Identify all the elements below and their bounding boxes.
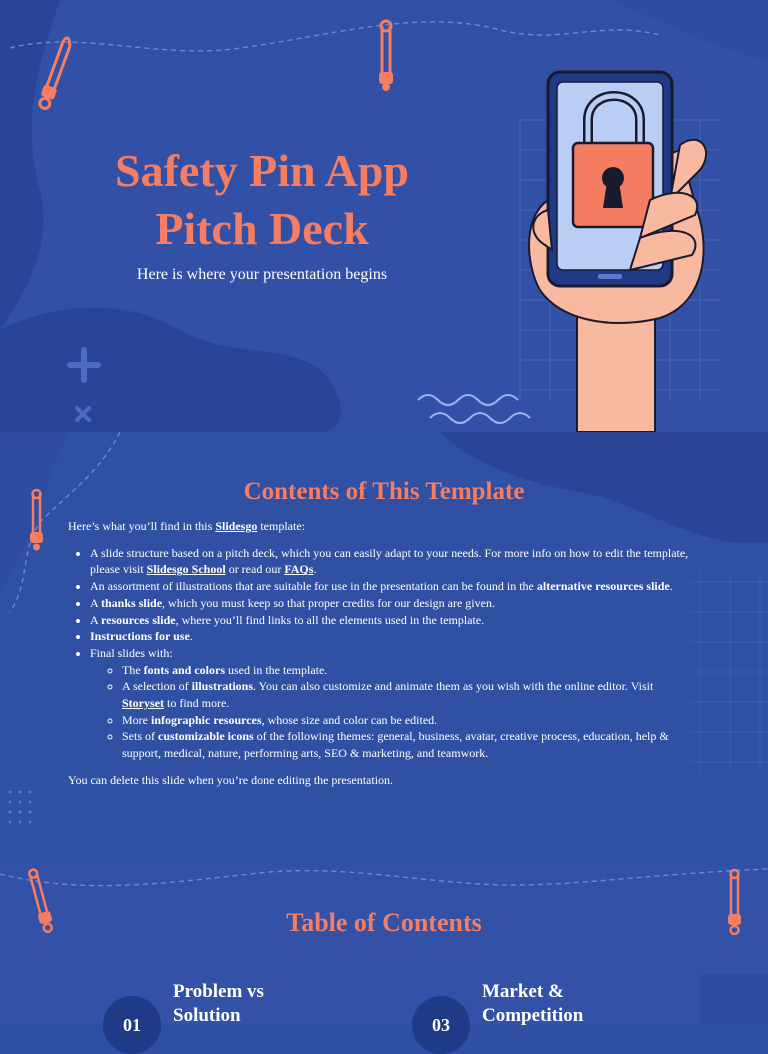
b5-end: . <box>189 629 193 644</box>
presentation-subtitle: Here is where your presentation begins <box>136 266 388 283</box>
list-item <box>90 595 698 612</box>
sub-list-item <box>122 662 698 679</box>
b1-end: . <box>313 562 317 577</box>
intro-suffix: template: <box>257 519 305 533</box>
b1-mid: or read our <box>225 562 285 577</box>
toc-item-1 <box>103 980 403 1040</box>
b4-pre: A <box>90 612 102 627</box>
toc-title: Table of Contents <box>286 908 482 937</box>
presentation-title <box>62 142 462 258</box>
slidesgo-school-link[interactable]: Slidesgo School <box>146 562 226 577</box>
s2-bold: illustrations <box>191 679 253 694</box>
contents-list <box>68 545 698 762</box>
toc-slide <box>0 864 768 1035</box>
b6-text: Final slides with: <box>90 645 173 660</box>
s4-pre: Sets of <box>122 729 158 744</box>
list-item <box>90 612 698 629</box>
b5-bold: Instructions for use <box>90 629 190 644</box>
s3-end: , whose size and color can be edited. <box>261 712 438 727</box>
toc-number: 01 <box>103 996 161 1054</box>
b4-bold: resources slide <box>101 612 176 627</box>
b3-pre: A <box>90 595 102 610</box>
sub-list-item <box>122 678 698 711</box>
toc-label <box>482 980 682 1028</box>
b1-text: A slide structure based on a pitch deck, which you can easily adapt to your needs. For more info on how to edit the template, please visit <box>90 545 689 577</box>
toc-label-line-2: Solution <box>173 1005 241 1026</box>
b4-end: , where you’ll find links to all the elements used in the template. <box>175 612 485 627</box>
b2-bold: alternative resources slide <box>536 579 670 594</box>
toc-number: 03 <box>412 996 470 1054</box>
faqs-link[interactable]: FAQs <box>284 562 314 577</box>
slidesgo-link[interactable]: Slidesgo <box>215 519 258 533</box>
toc-label-line-1: Market & <box>482 981 564 1002</box>
intro-text <box>68 518 698 535</box>
s2-pre: A selection of <box>122 679 192 694</box>
title-slide <box>0 0 768 432</box>
title-line-1: Safety Pin App <box>115 145 409 196</box>
b2-end: . <box>669 579 673 594</box>
s2-mid: . You can also customize and animate them as you wish with the online editor. Visit <box>253 679 654 694</box>
contents-body <box>68 518 698 789</box>
sub-list <box>90 662 698 762</box>
s1-pre: The <box>122 662 144 677</box>
sub-list-item <box>122 728 698 761</box>
storyset-link[interactable]: Storyset <box>122 696 164 711</box>
intro-prefix: Here’s what you’ll find in this <box>68 519 216 533</box>
outro-text: You can delete this slide when you’re done editing the presentation. <box>68 772 394 787</box>
title-line-2: Pitch Deck <box>155 203 369 254</box>
s3-bold: infographic resources <box>151 712 262 727</box>
b3-end: , which you must keep so that proper credits for our design are given. <box>162 595 495 610</box>
s2-end: to find more. <box>164 696 230 711</box>
s1-end: used in the template. <box>225 662 328 677</box>
s4-end: of the following themes: general, business, avatar, creative process, education, help & support, medical, nature, performing arts, SEO & marketing, and teamwork. <box>122 729 669 761</box>
toc-label-line-1: Problem vs <box>173 981 264 1002</box>
b2-text: An assortment of illustrations that are suitable for use in the presentation can be found in the <box>90 579 537 594</box>
b3-bold: thanks slide <box>101 595 163 610</box>
list-item <box>90 645 698 762</box>
list-item <box>90 578 698 595</box>
contents-title: Contents of This Template <box>243 478 525 505</box>
toc-label-line-2: Competition <box>482 1005 584 1026</box>
list-item <box>90 545 698 578</box>
s4-bold: customizable icons <box>158 729 254 744</box>
toc-label <box>173 980 373 1028</box>
contents-slide <box>0 432 768 864</box>
s3-pre: More <box>122 712 151 727</box>
sub-list-item <box>122 712 698 729</box>
s1-bold: fonts and colors <box>143 662 225 677</box>
list-item <box>90 628 698 645</box>
toc-item-2 <box>412 980 712 1040</box>
